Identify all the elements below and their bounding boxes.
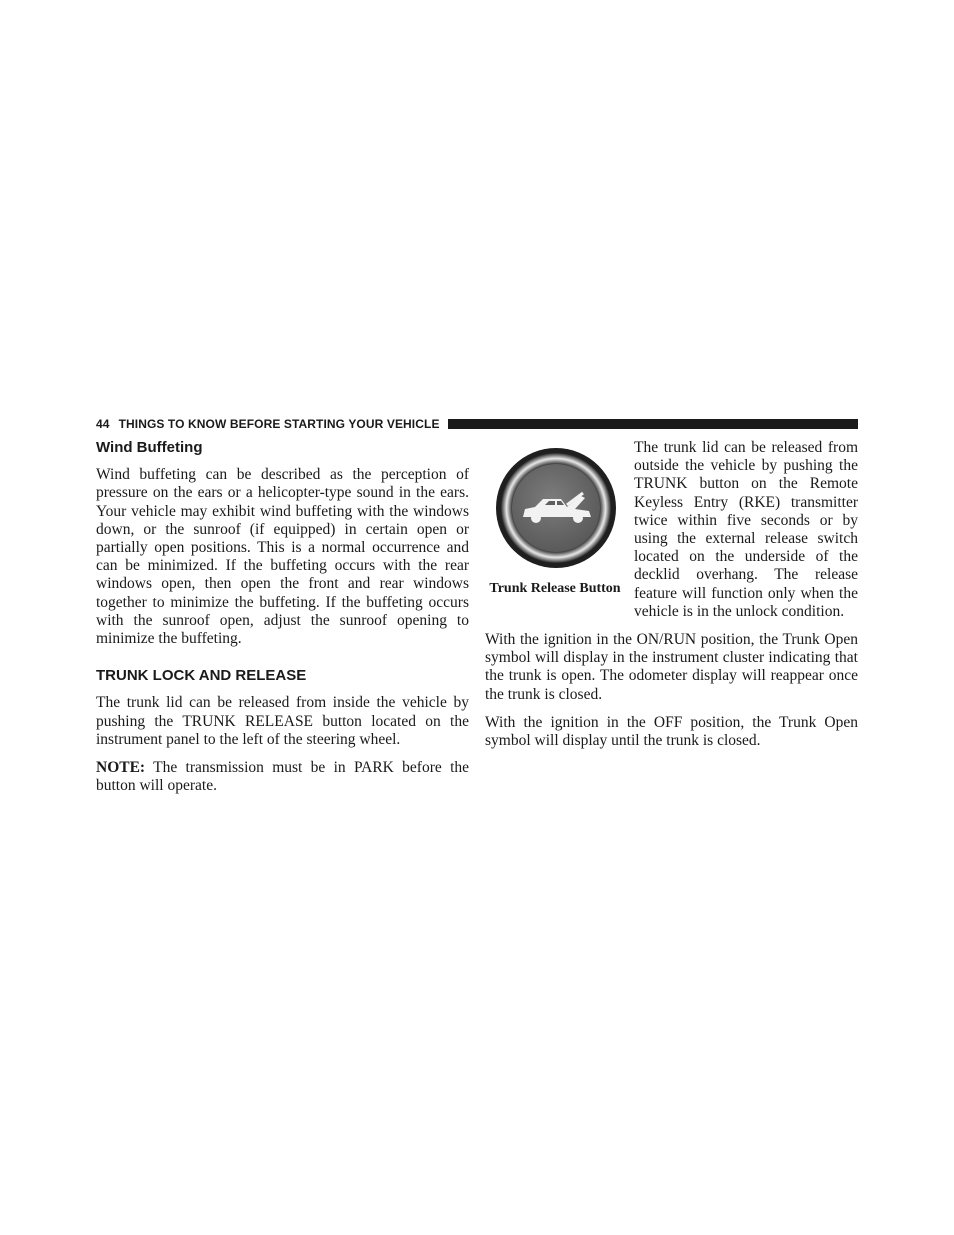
trunk-outside-release-paragraph: The trunk lid can be released from outside the vehicle by pushing the TRUNK button on the Remote Keyless Entry (RKE) transmitter twice within five seconds or by using the external release switch located on the underside of the decklid overhang. The release feature will function only when the vehicle is in the unlock condition. (634, 439, 858, 620)
right-column (485, 437, 858, 760)
figure-caption: Trunk Release Button (489, 581, 621, 596)
left-column (96, 437, 469, 805)
note-text: The transmission must be in PARK before the button will operate. (96, 759, 469, 795)
wind-buffeting-paragraph: Wind buffeting can be described as the perception of pressure on the ears or a helicopter-type sound in the ears. Your vehicle may exhibit wind buffeting with the windows down, or the sunroof (if equipped) in certain open or partially open positions. This is a normal occurrence and can be minimized. If the buffeting occurs with the rear windows open, then open the front and rear windows together to minimize the buffeting. If the buffeting occurs with the sunroof open, adjust the sunroof opening to minimize the buffeting. (96, 466, 469, 648)
figure-block (485, 437, 858, 621)
page-number: 44 (96, 417, 110, 431)
figure-side-text (634, 439, 858, 621)
trunk-release-button-illustration (495, 447, 617, 569)
note-paragraph (96, 759, 469, 795)
trunk-inside-release-paragraph: The trunk lid can be released from inside the vehicle by pushing the TRUNK RELEASE button located on the instrument panel to the left of the steering wheel. (96, 694, 469, 748)
wind-buffeting-heading: Wind Buffeting (96, 439, 203, 456)
note-label: NOTE: (96, 759, 146, 777)
page-header (96, 417, 858, 431)
ignition-on-paragraph: With the ignition in the ON/RUN position, the Trunk Open symbol will display in the instrument cluster indicating that the trunk is open. The odometer display will reappear once the trunk is closed. (485, 631, 858, 703)
trunk-lock-heading: TRUNK LOCK AND RELEASE (96, 667, 307, 685)
ignition-off-paragraph: With the ignition in the OFF position, the Trunk Open symbol will display until the trunk is closed. (485, 713, 858, 750)
header-rule (448, 419, 858, 429)
trunk-release-figure (485, 437, 625, 597)
section-title: THINGS TO KNOW BEFORE STARTING YOUR VEHICLE (118, 417, 440, 431)
